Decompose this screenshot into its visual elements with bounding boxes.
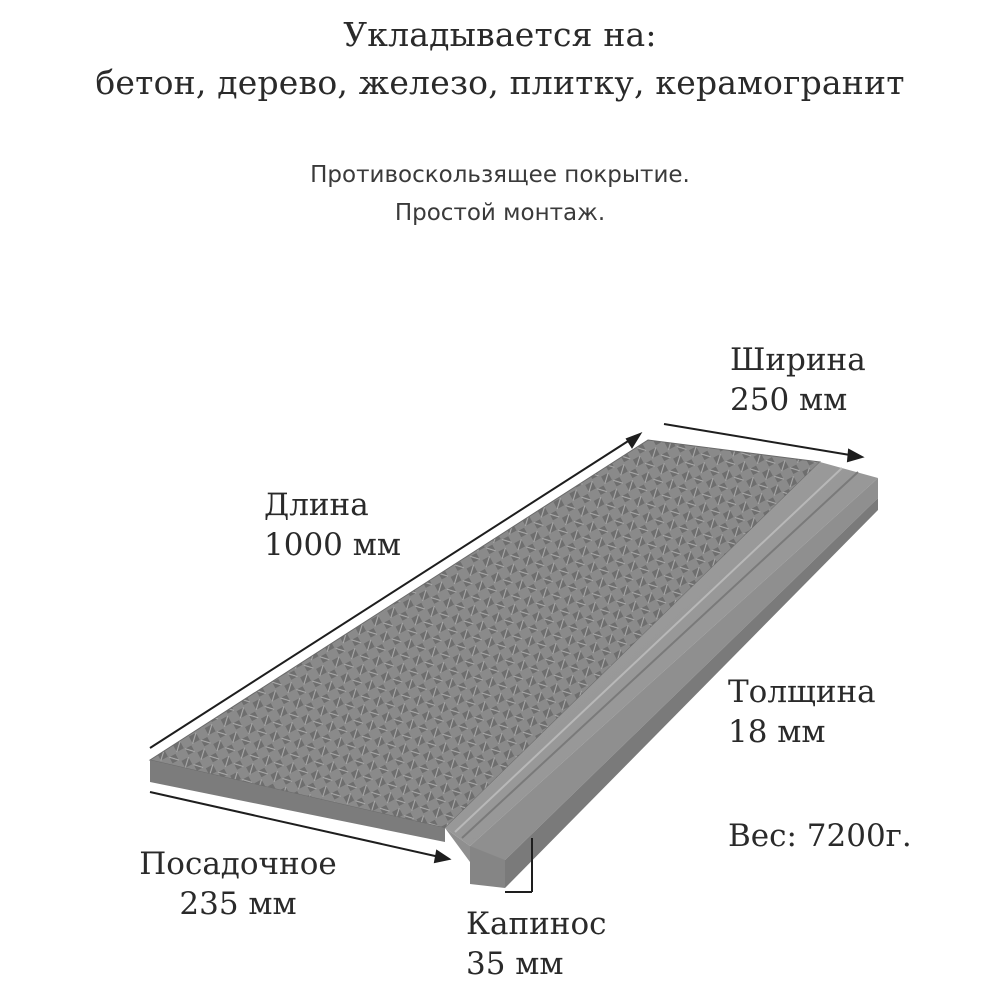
feature-easy-install: Простой монтаж.	[394, 200, 606, 226]
nosing-value: 35 мм	[466, 946, 564, 982]
heading-line-1: Укладывается на:	[343, 15, 657, 54]
nosing-name: Капинос	[466, 906, 607, 942]
feature-anti-slip: Противоскользящее покрытие.	[310, 162, 690, 188]
thickness-name: Толщина	[728, 674, 876, 710]
weight-label: Вес: 7200г.	[728, 818, 912, 854]
thickness-label	[728, 672, 876, 752]
thickness-value: 18 мм	[728, 714, 826, 750]
width-value: 250 мм	[730, 382, 848, 418]
length-label	[264, 485, 401, 565]
seat-label	[138, 844, 338, 924]
length-value: 1000 мм	[264, 527, 401, 563]
nosing-label	[466, 904, 606, 984]
seat-name: Посадочное	[139, 846, 337, 882]
heading-line-2: бетон, дерево, железо, плитку, керамогранит	[95, 63, 905, 102]
width-label	[730, 340, 866, 420]
seat-value: 235 мм	[179, 886, 297, 922]
width-name: Ширина	[730, 342, 866, 378]
length-name: Длина	[264, 487, 369, 523]
